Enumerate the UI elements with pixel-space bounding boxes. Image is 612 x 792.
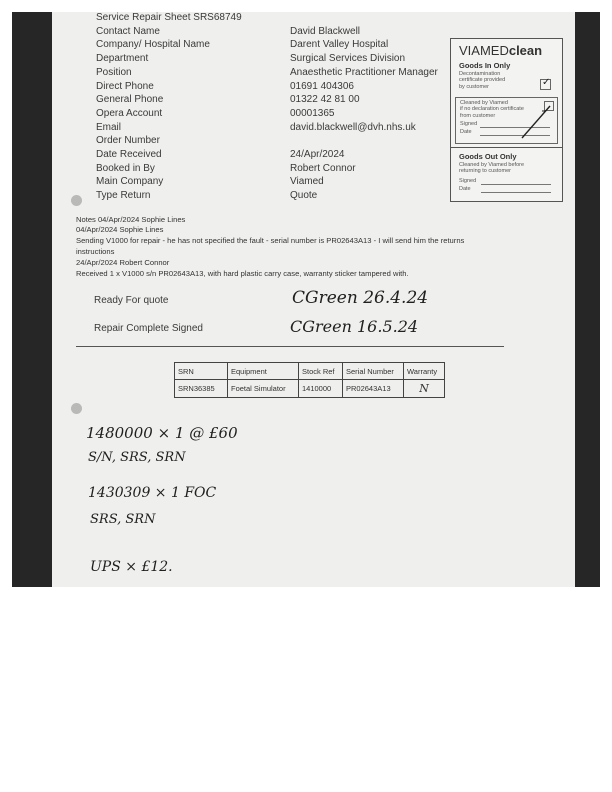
cleaned-by-viamed-box (455, 97, 558, 144)
note-line: 04/Apr/2024 Sophie Lines (76, 225, 164, 234)
signed-label: Signed (460, 121, 478, 127)
field-label: Email (96, 121, 122, 133)
field-label: Company/ Hospital Name (96, 39, 210, 51)
ready-for-quote-label: Ready For quote (94, 295, 169, 306)
goods-in-line: Decontamination (459, 71, 501, 77)
header-cell: Stock Ref (299, 363, 343, 380)
cleaned-line: Cleaned by Viamed (460, 100, 508, 106)
field-value: 24/Apr/2024 (290, 149, 345, 160)
repair-complete-label: Repair Complete Signed (94, 323, 203, 334)
field-label: Order Number (96, 135, 160, 147)
brand-suffix: clean (508, 43, 543, 58)
handwritten-line: SRS, SRN (90, 512, 156, 527)
goods-out-line: returning to customer (459, 168, 511, 175)
table-header-row (175, 363, 445, 380)
field-value: Viamed (290, 176, 324, 188)
field-value: Darent Valley Hospital (290, 39, 389, 51)
document-photo (12, 12, 600, 587)
field-value: david.blackwell@dvh.nhs.uk (290, 121, 416, 133)
handwritten-line: UPS × £12. (90, 559, 173, 575)
repair-complete-signature: CGreen 16.5.24 (290, 317, 419, 336)
punch-hole (71, 403, 82, 414)
cleaned-line: from customer (460, 112, 496, 119)
field-label: General Phone (96, 94, 164, 106)
field-label: Department (96, 53, 149, 65)
viamed-logo (459, 43, 542, 58)
date-label: Date (459, 186, 471, 192)
header-cell: Serial Number (343, 363, 404, 380)
field-value: Quote (290, 190, 318, 202)
stock-ref-cell: 1410000 (299, 380, 343, 398)
punch-hole (71, 195, 82, 206)
note-line: instructions (76, 247, 115, 256)
field-value: 01322 42 81 00 (290, 94, 360, 106)
field-value: 00001365 (290, 107, 335, 119)
serial-number-cell: PR02643A13 (343, 380, 404, 398)
field-label: Type Return (96, 190, 151, 202)
field-label: Booked in By (96, 162, 155, 174)
goods-out-title: Goods Out Only (459, 152, 517, 161)
field-label: Position (96, 66, 132, 78)
handwritten-line: 1480000 × 1 @ £60 (86, 424, 238, 442)
field-label: Opera Account (96, 107, 163, 119)
repair-sheet (52, 12, 575, 587)
goods-out-text (459, 162, 524, 175)
sheet-title: Service Repair Sheet SRS68749 (96, 12, 242, 23)
goods-in-line: certificate provided (459, 77, 506, 84)
signature-slash-icon (516, 102, 556, 142)
brand-prefix: VIAMED (459, 43, 509, 58)
header-cell: Warranty (404, 363, 445, 380)
cleaned-line: if no declaration certificate (460, 106, 524, 113)
equipment-table (174, 362, 445, 398)
signed-label: Signed (459, 178, 477, 184)
goods-out-line: Cleaned by Viamed before (459, 162, 525, 168)
decon-checkbox (540, 79, 551, 90)
date-label: Date (460, 129, 472, 135)
field-label: Direct Phone (96, 80, 154, 92)
box-divider (451, 147, 562, 148)
cleaned-text (460, 100, 524, 119)
note-line: Notes 04/Apr/2024 Sophie Lines (76, 215, 186, 224)
goods-in-line: by customer (459, 83, 489, 90)
field-label: Contact Name (96, 25, 160, 37)
goods-in-title: Goods In Only (459, 61, 511, 70)
signed-line (481, 184, 551, 185)
note-line: Received 1 x V1000 s/n PR02643A13, with hard plastic carry case, warranty sticker tampered with. (76, 269, 409, 278)
table-row (175, 380, 445, 398)
tick-icon: ✓ (542, 77, 551, 88)
warranty-cell: N (404, 380, 445, 398)
field-value: David Blackwell (290, 25, 361, 37)
section-divider (76, 346, 504, 347)
field-value: 01691 404306 (290, 80, 354, 92)
note-line: Sending V1000 for repair - he has not specified the fault - serial number is PR02643A13 - I will send him the returns (76, 236, 465, 245)
field-value: Robert Connor (290, 162, 356, 174)
handwritten-line: S/N, SRS, SRN (88, 450, 186, 465)
srn-cell: SRN36385 (175, 380, 228, 398)
date-line (481, 192, 551, 193)
field-label: Date Received (96, 149, 162, 160)
equipment-cell: Foetal Simulator (228, 380, 299, 398)
handwritten-line: 1430309 × 1 FOC (88, 485, 217, 501)
note-line: 24/Apr/2024 Robert Connor (76, 258, 170, 267)
header-cell: SRN (175, 363, 228, 380)
field-value: Anaesthetic Practitioner Manager (290, 66, 438, 78)
header-cell: Equipment (228, 363, 299, 380)
field-label: Main Company (96, 176, 164, 188)
ready-for-quote-signature: CGreen 26.4.24 (292, 288, 429, 308)
field-value: Surgical Services Division (290, 53, 406, 65)
goods-in-text (459, 71, 505, 90)
viamed-clean-box (450, 38, 563, 202)
